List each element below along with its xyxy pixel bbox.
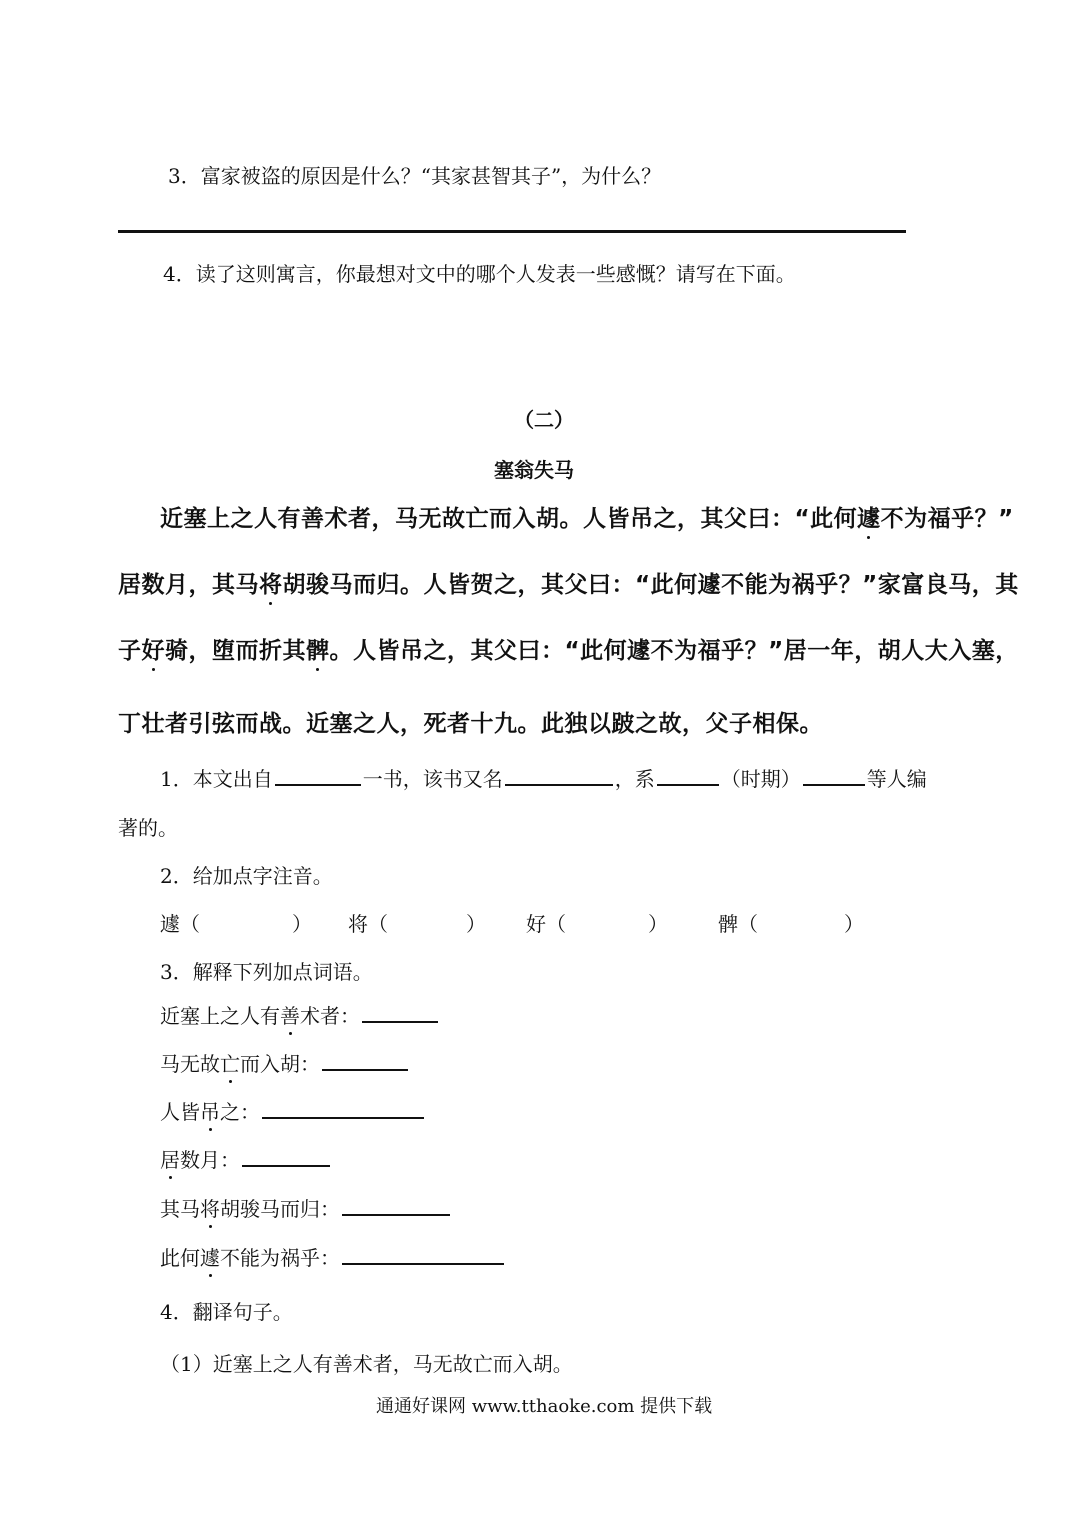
fill-blank[interactable] — [242, 1145, 330, 1167]
fill-blank[interactable] — [275, 764, 361, 786]
item-text: 不能为祸乎： — [220, 1246, 340, 1270]
passage-line-2 — [118, 566, 1019, 599]
passage-text: 。人皆吊之，其父曰：“此何遽不为福乎？”居一年，胡人大入塞， — [329, 638, 1019, 664]
item-text: 胡骏马而归： — [220, 1197, 340, 1221]
pinyin-row — [160, 908, 864, 937]
passage-text: 胡骏马而归。人皆贺之，其父曰：“此何遽不能为祸乎？”家富良马，其 — [282, 572, 1019, 598]
pinyin-item: ） — [648, 912, 668, 936]
q1-text: 1．本文出自 — [160, 767, 273, 791]
dotted-char: 遽 — [200, 1242, 220, 1271]
dotted-char: 吊 — [200, 1096, 220, 1125]
dotted-char: 髀 — [306, 632, 330, 665]
dotted-char: 居 — [160, 1144, 180, 1173]
dotted-char: 将 — [259, 566, 283, 599]
pinyin-item: 遽（ — [160, 912, 200, 936]
passage-text: 居数月，其马 — [118, 572, 259, 598]
passage-line-4: 丁壮者引弦而战。近塞之人，死者十九。此独以跛之故，父子相保。 — [118, 711, 823, 737]
dotted-char: 将 — [200, 1193, 220, 1222]
fill-blank[interactable] — [803, 764, 865, 786]
pinyin-item: ） — [466, 912, 486, 936]
pinyin-item: 将（ — [348, 912, 388, 936]
answer-line — [118, 230, 906, 233]
footer-text: 通通好课网 www.tthaoke.com 提供下载 — [376, 1396, 713, 1417]
passage-text: 子 — [118, 638, 142, 664]
item-text: 而入胡： — [240, 1052, 320, 1076]
item-text: 人皆 — [160, 1100, 200, 1124]
item-text: 之： — [220, 1100, 260, 1124]
dotted-char: 好 — [142, 632, 166, 665]
q1-text: ，系 — [614, 767, 655, 791]
pinyin-item: ） — [292, 912, 312, 936]
explain-item-6 — [160, 1242, 506, 1271]
explain-item-1 — [160, 1000, 440, 1029]
pinyin-item: ） — [844, 912, 864, 936]
question-4: 4．翻译句子。 — [160, 1300, 293, 1324]
explain-item-5 — [160, 1193, 452, 1222]
passage-line-3 — [118, 632, 1019, 665]
fill-blank[interactable] — [262, 1097, 424, 1119]
question-4-top: 4．读了这则寓言，你最想对文中的哪个人发表一些感慨？请写在下面。 — [163, 262, 796, 286]
item-text: 其马 — [160, 1197, 200, 1221]
question-2: 2．给加点字注音。 — [160, 864, 333, 888]
dotted-char: 遽 — [857, 500, 881, 533]
question-1-cont: 著的。 — [118, 816, 178, 840]
explain-item-3 — [160, 1096, 426, 1125]
pinyin-item: 髀（ — [718, 912, 758, 936]
item-text: 数月： — [180, 1148, 240, 1172]
item-text: 马无故 — [160, 1052, 220, 1076]
item-text: 术者： — [300, 1004, 360, 1028]
q1-text: 等人编 — [866, 767, 927, 791]
dotted-char: 善 — [280, 1000, 300, 1029]
item-text: 此何 — [160, 1246, 200, 1270]
translate-sentence-1: （1）近塞上之人有善术者，马无故亡而入胡。 — [160, 1352, 573, 1376]
fill-blank[interactable] — [342, 1243, 504, 1265]
story-title: 塞翁失马 — [494, 458, 574, 482]
section-label: （二） — [514, 408, 574, 432]
question-1 — [160, 763, 927, 792]
fill-blank[interactable] — [362, 1001, 438, 1023]
question-3: 3．解释下列加点词语。 — [160, 960, 373, 984]
pinyin-item: 好（ — [526, 912, 566, 936]
passage-text: 近塞上之人有善术者，马无故亡而入胡。人皆吊之，其父曰：“此何 — [160, 506, 858, 532]
question-3-top: 3．富家被盗的原因是什么？“其家甚智其子”，为什么？ — [168, 164, 662, 188]
fill-blank[interactable] — [657, 764, 719, 786]
item-text: 近塞上之人有 — [160, 1004, 280, 1028]
dotted-char: 亡 — [220, 1048, 240, 1077]
q1-text: （时期） — [720, 767, 801, 791]
passage-line-1 — [160, 500, 1014, 533]
passage-text: 不为福乎？” — [880, 506, 1014, 532]
explain-item-4 — [160, 1144, 332, 1173]
passage-text: 骑，堕而折其 — [165, 638, 306, 664]
explain-item-2 — [160, 1048, 410, 1077]
fill-blank[interactable] — [505, 764, 613, 786]
fill-blank[interactable] — [342, 1194, 450, 1216]
fill-blank[interactable] — [322, 1049, 408, 1071]
q1-text: 一书，该书又名 — [362, 767, 503, 791]
